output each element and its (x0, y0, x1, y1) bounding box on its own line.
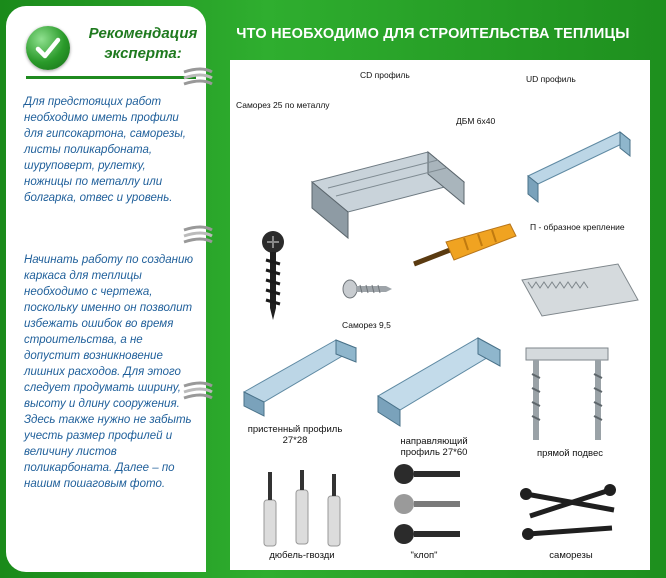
ud-profile-image (524, 126, 634, 206)
label-wall-profile (240, 424, 350, 446)
label-direct-hanger: прямой подвес (537, 448, 603, 459)
label-guide-profile-line2: профиль 27*60 (400, 447, 468, 458)
label-dbm: ДБМ 6х40 (456, 116, 496, 126)
expert-paragraph-1: Для предстоящих работ необходимо иметь профили для гипсокартона, саморезы, листы поликарбоната, шуруповерт, рулетку, ножницы по металлу или болгарка, отвес и уровень. (24, 96, 186, 204)
expert-title-line2: эксперта: (104, 45, 182, 62)
label-screws: саморезы (549, 550, 593, 561)
label-screw-95: Саморез 9,5 (342, 320, 391, 330)
dbm-dowel-image (410, 220, 520, 270)
guide-profile-image (374, 332, 504, 428)
expert-note-panel (6, 6, 206, 572)
note-divider (26, 76, 196, 79)
screw-95-image (342, 278, 392, 300)
label-guide-profile-line1: направляющий (400, 436, 468, 447)
binder-ring-icon (182, 66, 216, 90)
expert-paragraph-2: Начинать работу по созданию каркаса для теплицы необходимо с чертежа, поскольку именно он позволит избежать ошибок во время строительства, а не допустит возникновение лишних расходов. Для этого следует продумать ширину, высоту и длину сооружения. Здесь также нужно не забыть учесть размер профилей и величину листов поликарбоната. Далее – по нашим пошаговым фото. (24, 254, 194, 490)
label-p-mount: П - образное крепление (530, 222, 625, 232)
klop-screws-image (390, 458, 470, 550)
screw-25-image (258, 230, 288, 322)
expert-title-line1: Рекомендация (88, 25, 198, 42)
label-cd-profile: CD профиль (360, 70, 410, 80)
label-wall-profile-line1: пристенный профиль (247, 424, 343, 435)
page-title: ЧТО НЕОБХОДИМО ДЛЯ СТРОИТЕЛЬСТВА ТЕПЛИЦЫ (236, 26, 630, 42)
expert-note-header (16, 16, 206, 76)
checkmark-badge-icon (26, 26, 70, 70)
label-wall-profile-line2: 27*28 (282, 435, 308, 446)
label-screw-metal: Саморез 25 по металлу (236, 100, 330, 110)
binder-ring-icon (182, 224, 216, 248)
direct-hanger-image (522, 344, 612, 450)
label-klop: "клоп" (410, 550, 438, 561)
p-mount-image (518, 260, 642, 324)
wall-profile-image (240, 332, 360, 418)
label-guide-profile (374, 436, 494, 458)
materials-photo (230, 60, 650, 570)
label-dowel-nails: дюбель-гвозди (269, 550, 335, 561)
dowel-nails-image (256, 470, 356, 550)
label-ud-profile: UD профиль (526, 74, 576, 84)
binder-ring-icon (182, 380, 216, 404)
screws-image (520, 480, 620, 544)
expert-note-title (78, 24, 208, 64)
